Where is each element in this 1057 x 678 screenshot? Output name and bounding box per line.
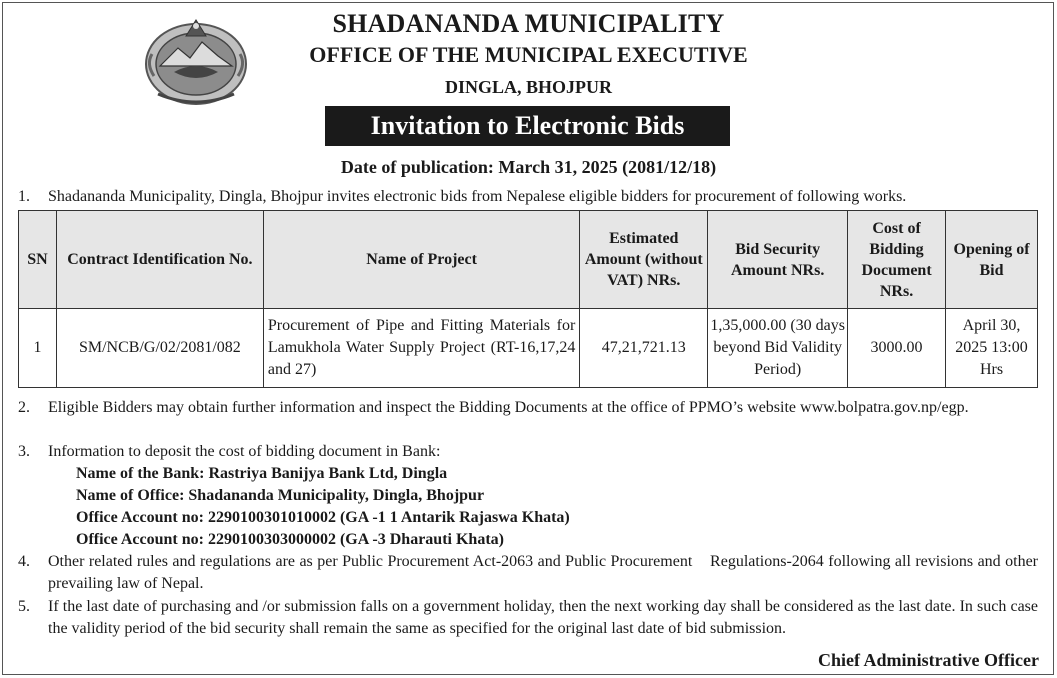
bank-account-1: Office Account no: 2290100301010002 (GA -1 1 Antarik Rajaswa Khata) bbox=[76, 509, 570, 526]
paragraph-number: 4. bbox=[18, 553, 30, 570]
location-title: DINGLA, BHOJPUR bbox=[444, 77, 612, 97]
notice-title-banner: Invitation to Electronic Bids bbox=[325, 106, 730, 146]
paragraph-3 bbox=[18, 441, 1038, 463]
cell-opening: April 30, 2025 13:00 Hrs bbox=[946, 309, 1038, 388]
paragraph-text: Other related rules and regulations are as per Public Procurement Act-2063 and Public Procurement Regulations-2064 following all revisions and other prevailing law of Nepal. bbox=[48, 553, 1042, 592]
header-contract-id: Contract Identification No. bbox=[56, 211, 263, 309]
cell-project: Procurement of Pipe and Fitting Materials for Lamukhola Water Supply Project (RT-16,17,24 and 27) bbox=[263, 309, 579, 388]
paragraph-text: If the last date of purchasing and /or submission falls on a government holiday, then the next working day shall be considered as the last date. In such case the validity period of the bid security shall remain the same as specified for the original last date of bid submission. bbox=[48, 598, 1038, 637]
header-cost: Cost of Bidding Document NRs. bbox=[848, 211, 946, 309]
cell-cost: 3000.00 bbox=[848, 309, 946, 388]
paragraph-1 bbox=[18, 186, 1038, 208]
municipality-title: SHADANANDA MUNICIPALITY bbox=[332, 9, 725, 38]
paragraph-text: Eligible Bidders may obtain further information and inspect the Bidding Documents at the office of PPMO’s website www.bolpatra.gov.np/egp. bbox=[48, 399, 969, 416]
paragraph-number: 1. bbox=[18, 188, 30, 205]
cell-contract-id: SM/NCB/G/02/2081/082 bbox=[56, 309, 263, 388]
cell-sn: 1 bbox=[19, 309, 57, 388]
header-security: Bid Security Amount NRs. bbox=[708, 211, 848, 309]
paragraph-2 bbox=[18, 397, 1038, 419]
table-header-row bbox=[19, 211, 1038, 309]
office-title: OFFICE OF THE MUNICIPAL EXECUTIVE bbox=[309, 42, 748, 67]
bank-account-2: Office Account no: 2290100303000002 (GA -3 Dharauti Khata) bbox=[76, 531, 504, 548]
publication-date: Date of publication: March 31, 2025 (2081/12/18) bbox=[340, 157, 717, 177]
cell-security: 1,35,000.00 (30 days beyond Bid Validity Period) bbox=[708, 309, 848, 388]
paragraph-number: 2. bbox=[18, 399, 30, 416]
paragraph-text: Information to deposit the cost of bidding document in Bank: bbox=[48, 443, 441, 460]
paragraph-number: 3. bbox=[18, 443, 30, 460]
header-estimate: Estimated Amount (without VAT) NRs. bbox=[580, 211, 708, 309]
bid-table bbox=[18, 210, 1038, 388]
cell-estimate: 47,21,721.13 bbox=[580, 309, 708, 388]
paragraph-4 bbox=[18, 551, 1042, 595]
paragraph-number: 5. bbox=[18, 598, 30, 615]
bank-name: Name of the Bank: Rastriya Banijya Bank Ltd, Dingla bbox=[76, 465, 448, 482]
paragraph-5 bbox=[18, 596, 1038, 640]
paragraph-text: Shadananda Municipality, Dingla, Bhojpur invites electronic bids from Nepalese eligible bidders for procurement of following works. bbox=[48, 188, 907, 205]
signature: Chief Administrative Officer bbox=[818, 650, 1039, 670]
header-project: Name of Project bbox=[263, 211, 579, 309]
bank-office: Name of Office: Shadananda Municipality, Dingla, Bhojpur bbox=[76, 487, 485, 504]
header-sn: SN bbox=[19, 211, 57, 309]
header-opening: Opening of Bid bbox=[946, 211, 1038, 309]
table-row bbox=[19, 309, 1038, 388]
